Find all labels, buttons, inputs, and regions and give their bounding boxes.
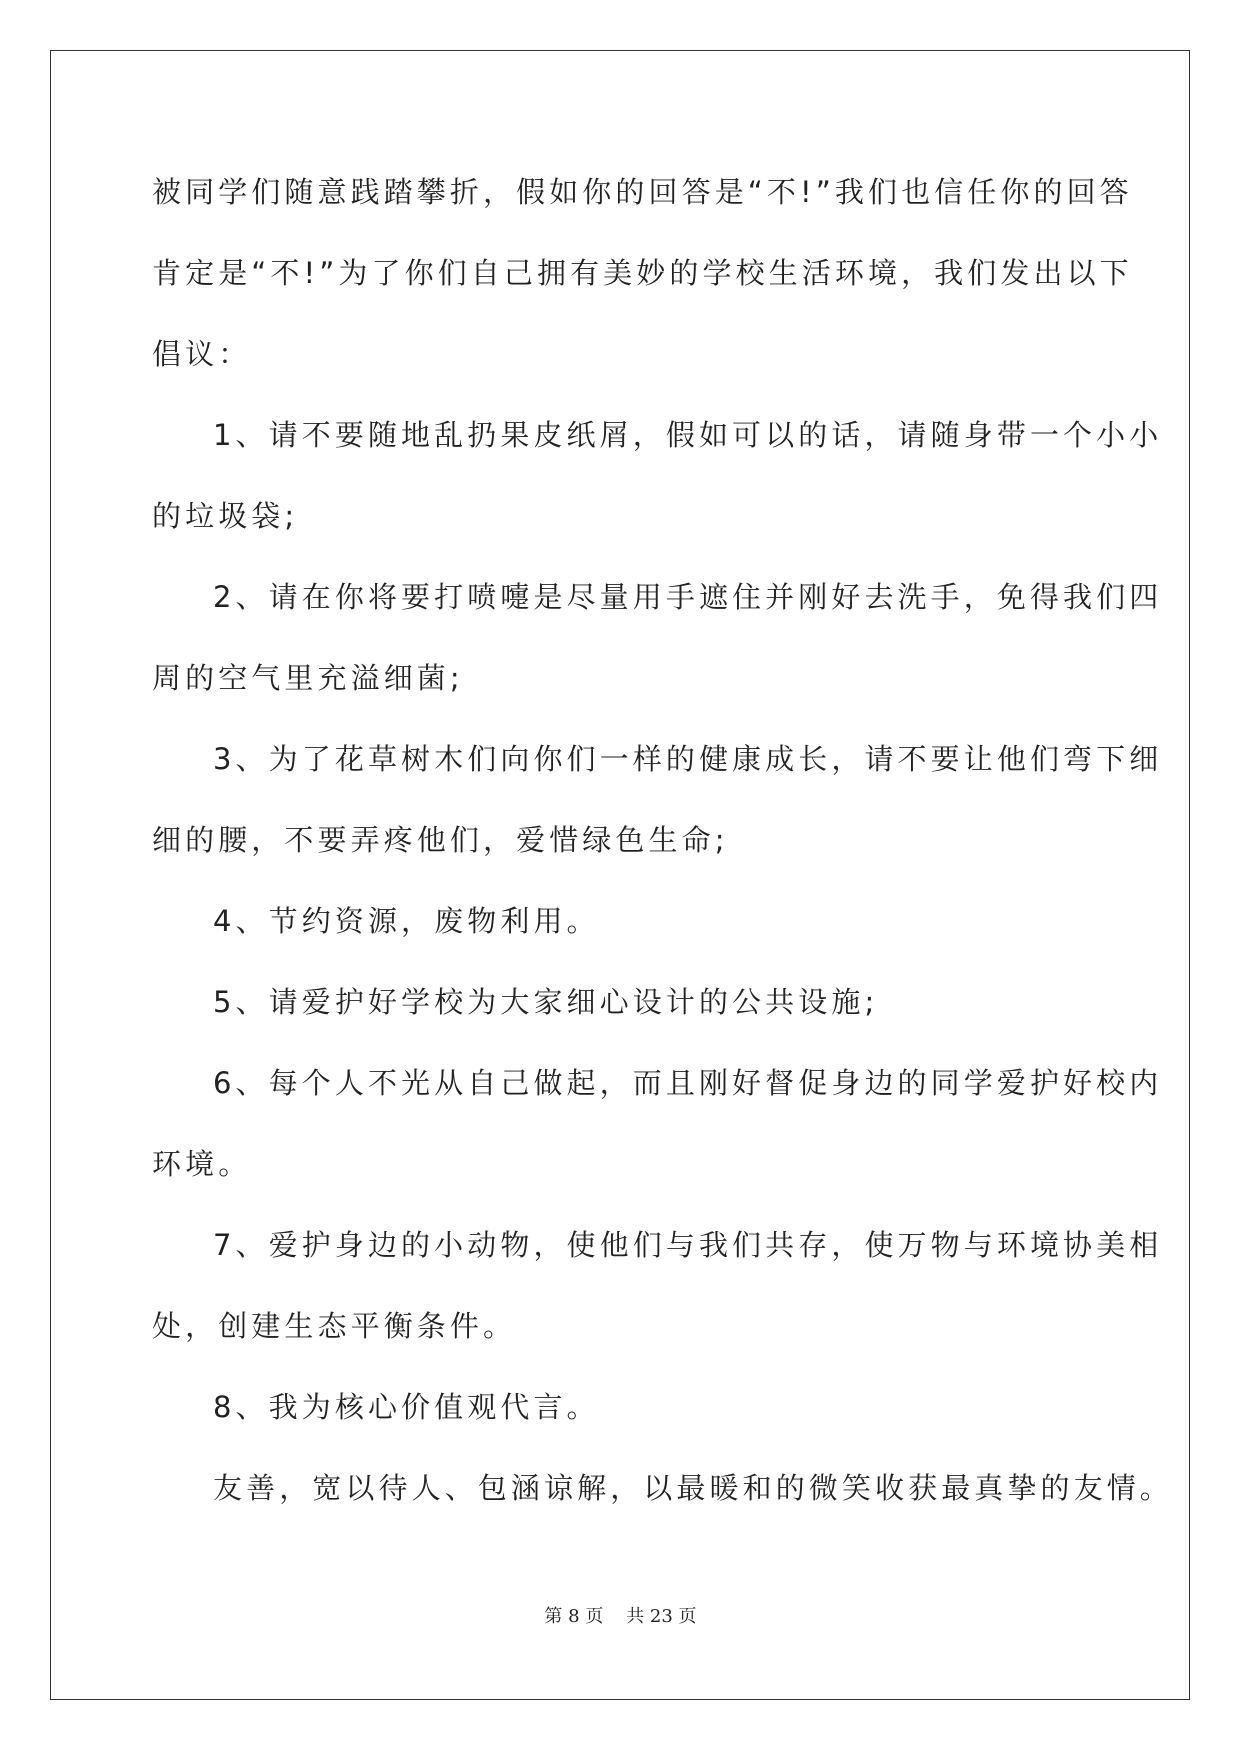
list-item-5: 5、请爱护好学校为大家细心设计的公共设施; xyxy=(213,985,879,1019)
page-number-footer: 第 8 页 共 23 页 xyxy=(544,1606,697,1627)
document-body xyxy=(152,158,1173,1535)
list-item-8: 8、我为核心价值观代言。 xyxy=(213,1390,600,1424)
text-line: 细的腰，不要弄疼他们，爱惜绿色生命; xyxy=(152,823,729,857)
list-item-6: 6、每个人不光从自己做起，而且刚好督促身边的同学爱护好校内 xyxy=(213,1066,1163,1100)
text-line: 的垃圾袋; xyxy=(152,499,299,533)
list-item-1: 1、请不要随地乱扔果皮纸屑，假如可以的话，请随身带一个小小 xyxy=(213,418,1163,452)
text-line: 环境。 xyxy=(152,1147,252,1181)
list-item-4: 4、节约资源，废物利用。 xyxy=(213,904,600,938)
list-item-7: 7、爱护身边的小动物，使他们与我们共存，使万物与环境协美相 xyxy=(213,1228,1163,1262)
text-paragraph: 友善，宽以待人、包涵谅解，以最暖和的微笑收获最真挚的友情。 xyxy=(213,1471,1173,1505)
text-line: 被同学们随意践踏攀折，假如你的回答是“不!”我们也信任你的回答 xyxy=(152,175,1133,209)
text-line: 周的空气里充溢细菌; xyxy=(152,661,464,695)
list-item-2: 2、请在你将要打喷嚏是尽量用手遮住并刚好去洗手，免得我们四 xyxy=(213,580,1163,614)
text-line: 处，创建生态平衡条件。 xyxy=(152,1309,517,1343)
text-line: 倡议： xyxy=(152,337,252,371)
text-line: 肯定是“不!”为了你们自己拥有美妙的学校生活环境，我们发出以下 xyxy=(152,256,1133,290)
list-item-3: 3、为了花草树木们向你们一样的健康成长，请不要让他们弯下细 xyxy=(213,742,1163,776)
